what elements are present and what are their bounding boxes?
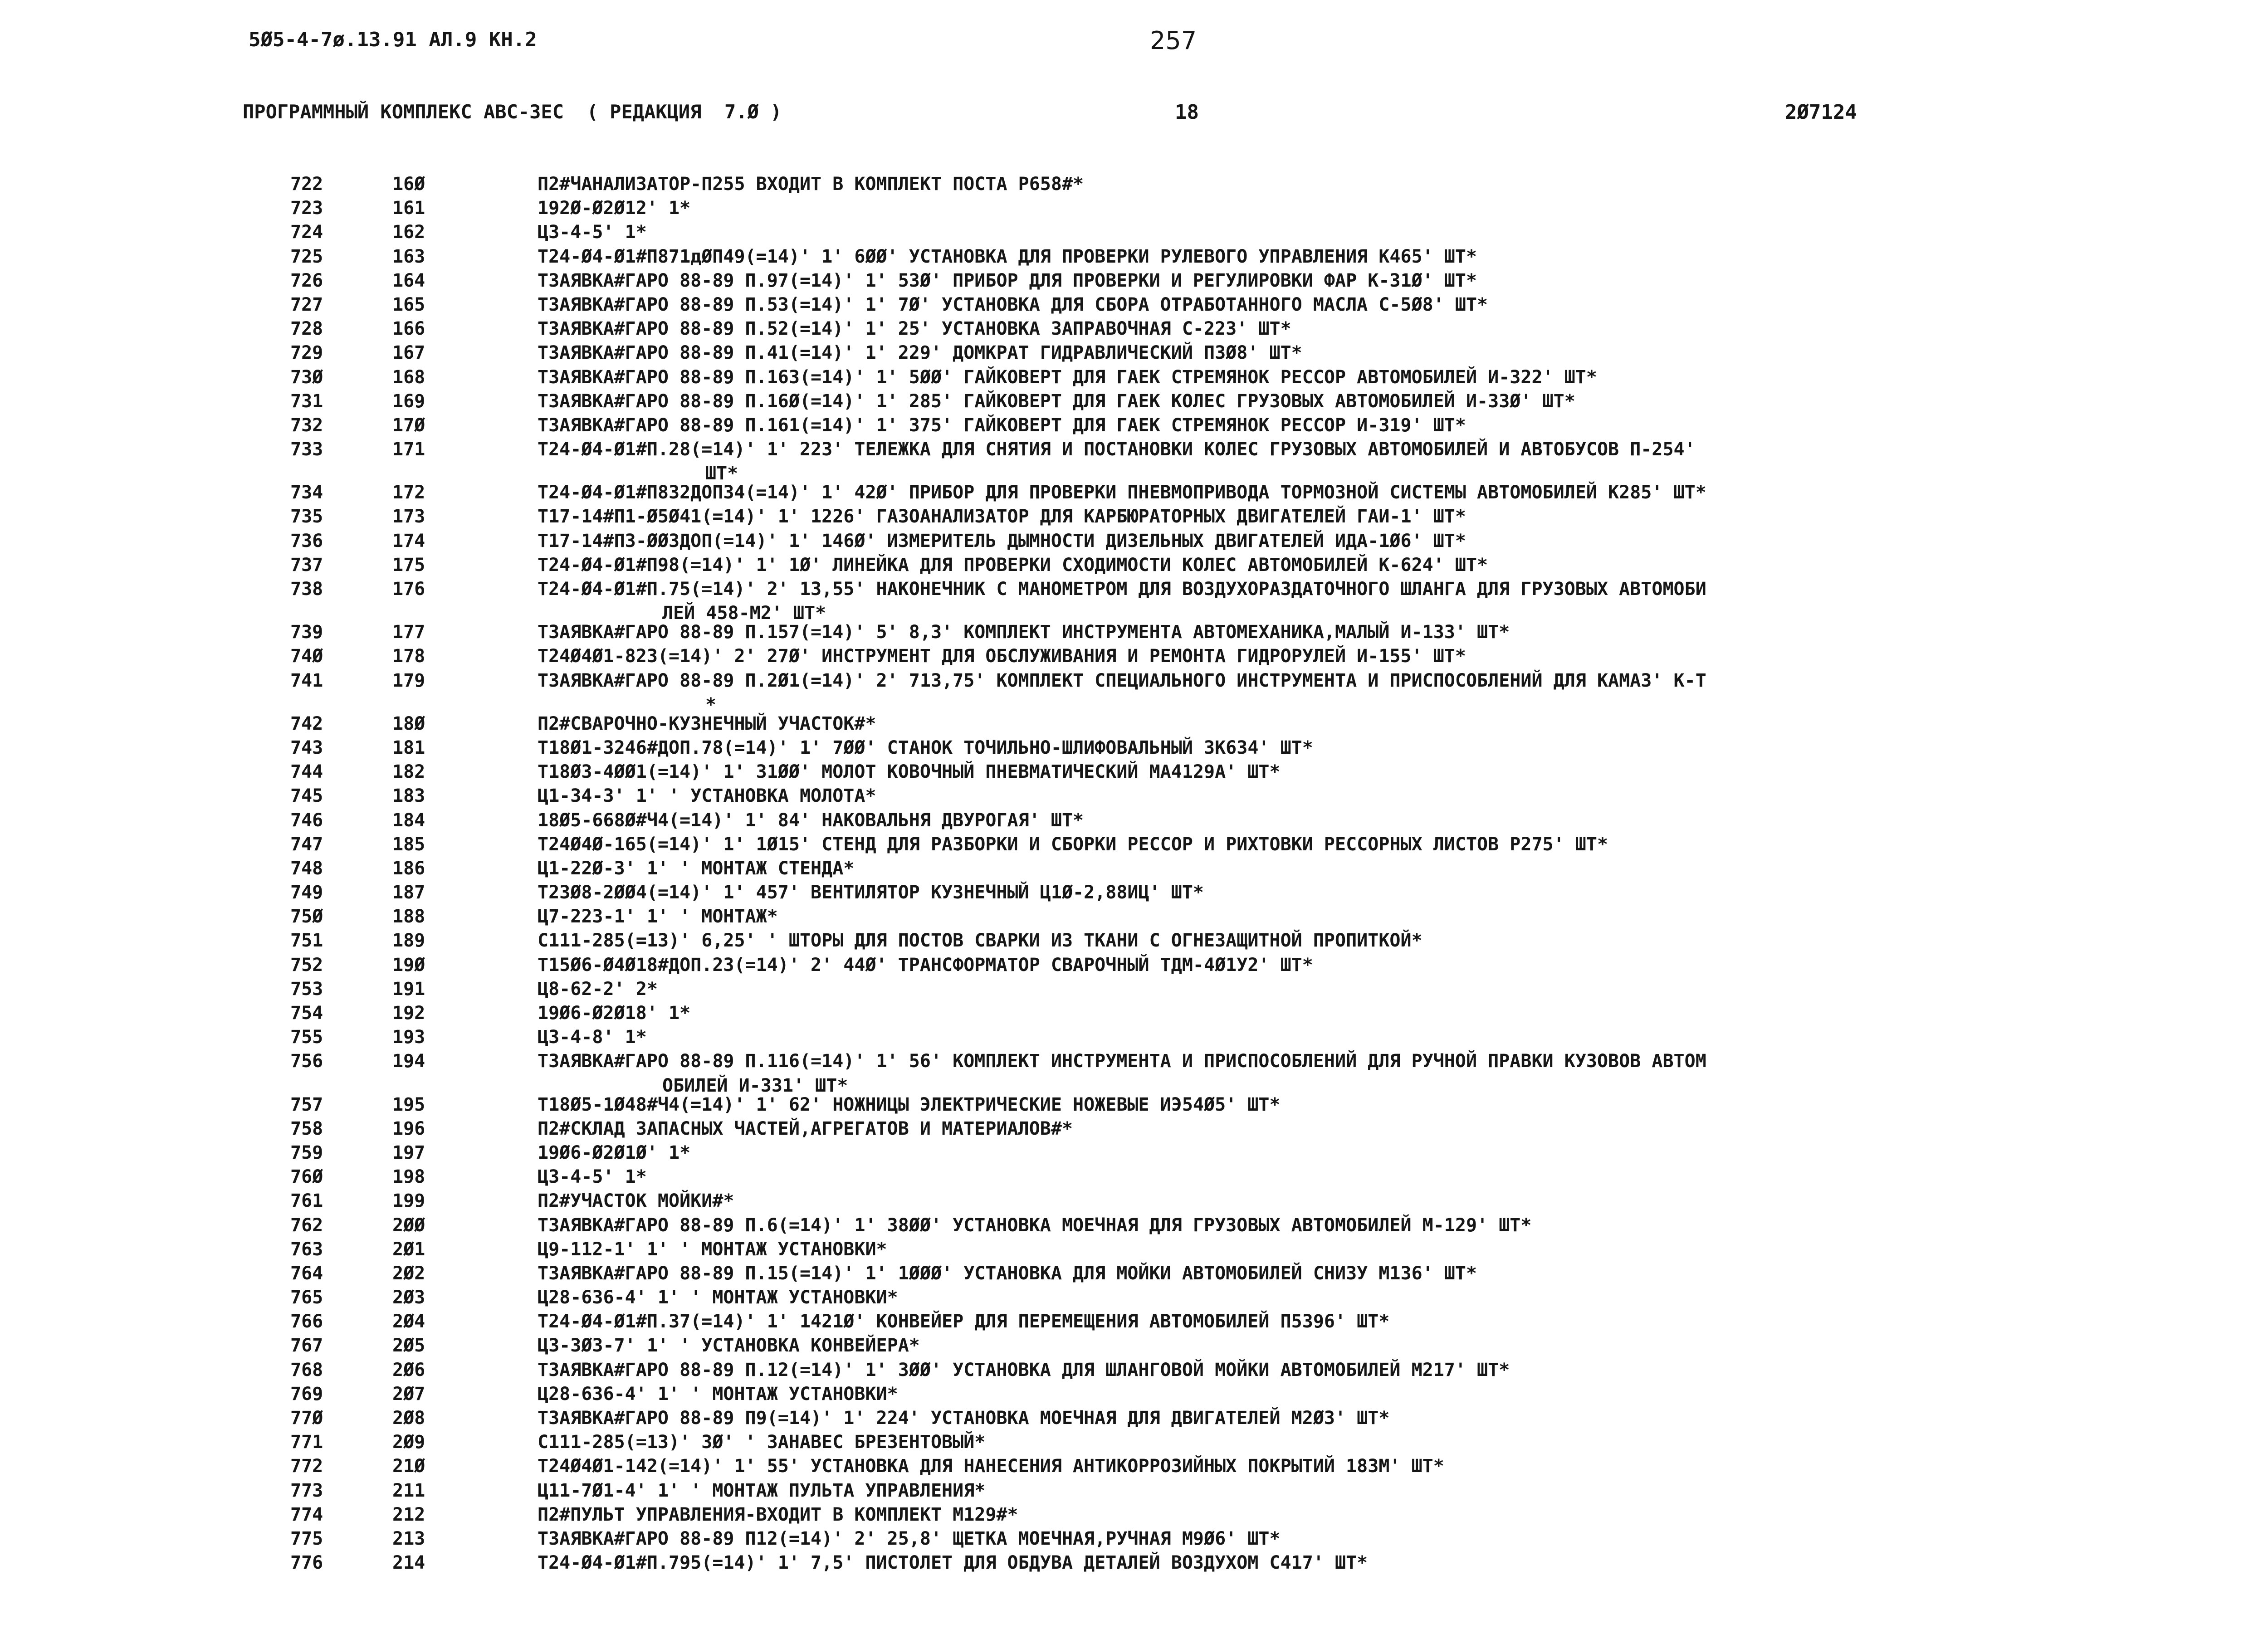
line-number: 724 — [290, 222, 323, 243]
item-number: 196 — [392, 1118, 425, 1139]
row-text: Ц7-223-1' 1' ' МОНТАЖ* — [538, 906, 778, 927]
listing-row — [0, 1117, 2268, 1141]
item-number: 167 — [392, 342, 425, 364]
listing-row — [0, 1238, 2268, 1262]
listing-row — [0, 196, 2268, 220]
line-number: 726 — [290, 270, 323, 291]
item-number: 197 — [392, 1142, 425, 1163]
line-number: 77Ø — [290, 1408, 323, 1429]
listing-row — [0, 1049, 2268, 1073]
row-text: Ц28-636-4' 1' ' МОНТАЖ УСТАНОВКИ* — [538, 1287, 898, 1308]
row-text: Т24-Ø4-Ø1#П.795(=14)' 1' 7,5' ПИСТОЛЕТ ДЛЯ ОБДУВА ДЕТАЛЕЙ ВОЗДУХОМ С417' ШТ* — [538, 1552, 1368, 1574]
row-text: ТЗАЯВКА#ГАРО 88-89 П.97(=14)' 1' 53Ø' ПРИБОР ДЛЯ ПРОВЕРКИ И РЕГУЛИРОВКИ ФАР К-31Ø' ШТ* — [538, 270, 1477, 291]
item-number: 178 — [392, 646, 425, 667]
line-number: 737 — [290, 554, 323, 576]
listing-row-continuation — [0, 1074, 2268, 1096]
listing-row — [0, 1093, 2268, 1117]
line-number: 732 — [290, 415, 323, 436]
line-number: 733 — [290, 439, 323, 460]
item-number: 2Ø1 — [392, 1239, 425, 1260]
item-number: 199 — [392, 1190, 425, 1212]
line-number: 73Ø — [290, 366, 323, 388]
line-number: 728 — [290, 318, 323, 340]
item-number: 2Ø4 — [392, 1311, 425, 1332]
listing-row — [0, 736, 2268, 760]
item-number: 174 — [392, 530, 425, 551]
listing-row — [0, 833, 2268, 857]
item-number: 171 — [392, 439, 425, 460]
row-text: Т17-14#П1-Ø5Ø41(=14)' 1' 1226' ГАЗОАНАЛИЗАТОР ДЛЯ КАРБЮРАТОРНЫХ ДВИГАТЕЛЕЙ ГАИ-1' ШТ* — [538, 506, 1466, 527]
item-number: 212 — [392, 1504, 425, 1525]
listing-row — [0, 905, 2268, 929]
row-text: П2#СВАРОЧНО-КУЗНЕЧНЫЙ УЧАСТОК#* — [538, 713, 876, 734]
item-number: 168 — [392, 366, 425, 388]
item-number: 21Ø — [392, 1456, 425, 1477]
row-text: П2#ПУЛЬТ УПРАВЛЕНИЯ-ВХОДИТ В КОМПЛЕКТ М129#* — [538, 1504, 1018, 1525]
listing-row — [0, 317, 2268, 341]
item-number: 177 — [392, 622, 425, 643]
listing-row — [0, 1527, 2268, 1551]
listing-row — [0, 438, 2268, 462]
listing-row — [0, 929, 2268, 953]
item-number: 191 — [392, 978, 425, 1000]
row-text: Т24Ø4Ø1-142(=14)' 1' 55' УСТАНОВКА ДЛЯ НАНЕСЕНИЯ АНТИКОРРОЗИЙНЫХ ПОКРЫТИЙ 183М' ШТ* — [538, 1456, 1444, 1477]
item-number: 164 — [392, 270, 425, 291]
listing-row — [0, 760, 2268, 784]
item-number: 18Ø — [392, 713, 425, 734]
row-text: ТЗАЯВКА#ГАРО 88-89 П.116(=14)' 1' 56' КОМПЛЕКТ ИНСТРУМЕНТА И ПРИСПОСОБЛЕНИЙ ДЛЯ РУЧНОЙ ПРАВКИ КУЗОВОВ АВТОМ — [538, 1051, 1706, 1072]
row-text: Т24-Ø4-Ø1#П871дØП49(=14)' 1' 6ØØ' УСТАНОВКА ДЛЯ ПРОВЕРКИ РУЛЕВОГО УПРАВЛЕНИЯ К465' ШТ* — [538, 246, 1477, 267]
line-number: 765 — [290, 1287, 323, 1308]
line-number: 741 — [290, 670, 323, 691]
line-number: 736 — [290, 530, 323, 551]
listing-row — [0, 1286, 2268, 1310]
listing-row — [0, 857, 2268, 881]
row-text: П2#СКЛАД ЗАПАСНЫХ ЧАСТЕЙ,АГРЕГАТОВ И МАТЕРИАЛОВ#* — [538, 1118, 1073, 1139]
row-text: С111-285(=13)' 6,25' ' ШТОРЫ ДЛЯ ПОСТОВ СВАРКИ ИЗ ТКАНИ С ОГНЕЗАЩИТНОЙ ПРОПИТКОЙ* — [538, 930, 1422, 951]
listing-row-continuation — [0, 693, 2268, 715]
item-number: 2Ø5 — [392, 1335, 425, 1356]
line-number: 751 — [290, 930, 323, 951]
row-text: 19Ø6-Ø2Ø1Ø' 1* — [538, 1142, 691, 1163]
listing-row — [0, 172, 2268, 196]
listing-row — [0, 1025, 2268, 1049]
line-number: 739 — [290, 622, 323, 643]
listing-row — [0, 1214, 2268, 1238]
item-number: 182 — [392, 761, 425, 783]
item-number: 2Ø3 — [392, 1287, 425, 1308]
row-text: П2#ЧАНАЛИЗАТОР-П255 ВХОДИТ В КОМПЛЕКТ ПОСТА Р658#* — [538, 174, 1084, 195]
listing-row — [0, 1334, 2268, 1358]
row-text: 192Ø-Ø2Ø12' 1* — [538, 198, 691, 219]
item-number: 173 — [392, 506, 425, 527]
row-text: ТЗАЯВКА#ГАРО 88-89 П.2Ø1(=14)' 2' 713,75' КОМПЛЕКТ СПЕЦИАЛЬНОГО ИНСТРУМЕНТА И ПРИСПОСОБЛЕНИЙ ДЛЯ КАМАЗ' К-Т — [538, 670, 1706, 691]
item-number: 161 — [392, 198, 425, 219]
row-text: ТЗАЯВКА#ГАРО 88-89 П.52(=14)' 1' 25' УСТАНОВКА ЗАПРАВОЧНАЯ С-223' ШТ* — [538, 318, 1291, 340]
listing-row-continuation — [0, 601, 2268, 624]
line-number: 742 — [290, 713, 323, 734]
row-text-continuation: ОБИЛЕЙ И-331' ШТ* — [662, 1075, 848, 1096]
row-text: Ц3-3Ø3-7' 1' ' УСТАНОВКА КОНВЕЙЕРА* — [538, 1335, 920, 1356]
listing-row — [0, 1454, 2268, 1478]
listing-row — [0, 366, 2268, 390]
line-number: 738 — [290, 579, 323, 600]
listing-row — [0, 953, 2268, 977]
line-number: 773 — [290, 1480, 323, 1501]
item-number: 187 — [392, 882, 425, 903]
item-number: 195 — [392, 1094, 425, 1115]
item-number: 16Ø — [392, 174, 425, 195]
row-text: П2#УЧАСТОК МОЙКИ#* — [538, 1190, 734, 1212]
line-number: 747 — [290, 834, 323, 855]
item-number: 213 — [392, 1528, 425, 1549]
listing-row — [0, 669, 2268, 693]
line-number: 744 — [290, 761, 323, 783]
row-text: Ц1-34-3' 1' ' УСТАНОВКА МОЛОТА* — [538, 785, 876, 807]
row-text: Ц11-7Ø1-4' 1' ' МОНТАЖ ПУЛЬТА УПРАВЛЕНИЯ* — [538, 1480, 986, 1501]
listing-row — [0, 505, 2268, 529]
listing-row — [0, 977, 2268, 1001]
row-text: Т24-Ø4-Ø1#П.37(=14)' 1' 1421Ø' КОНВЕЙЕР ДЛЯ ПЕРЕМЕЩЕНИЯ АВТОМОБИЛЕЙ П5396' ШТ* — [538, 1311, 1390, 1332]
row-text: ТЗАЯВКА#ГАРО 88-89 П.161(=14)' 1' 375' ГАЙКОВЕРТ ДЛЯ ГАЕК СТРЕМЯНОК РЕССОР И-319' ШТ* — [538, 415, 1466, 436]
line-number: 749 — [290, 882, 323, 903]
row-text: Ц28-636-4' 1' ' МОНТАЖ УСТАНОВКИ* — [538, 1383, 898, 1405]
listing-row — [0, 481, 2268, 505]
line-number: 729 — [290, 342, 323, 364]
line-number: 746 — [290, 810, 323, 831]
row-text: Т24Ø4Ø1-823(=14)' 2' 27Ø' ИНСТРУМЕНТ ДЛЯ ОБСЛУЖИВАНИЯ И РЕМОНТА ГИДРОРУЛЕЙ И-155' ШТ* — [538, 646, 1466, 667]
item-number: 2Ø8 — [392, 1408, 425, 1429]
item-number: 2ØØ — [392, 1215, 425, 1236]
listing-row — [0, 644, 2268, 668]
line-number: 776 — [290, 1552, 323, 1574]
item-number: 188 — [392, 906, 425, 927]
row-text: Ц9-112-1' 1' ' МОНТАЖ УСТАНОВКИ* — [538, 1239, 887, 1260]
row-text: С111-285(=13)' 3Ø' ' ЗАНАВЕС БРЕЗЕНТОВЫЙ* — [538, 1432, 986, 1453]
item-number: 2Ø6 — [392, 1359, 425, 1380]
line-number: 766 — [290, 1311, 323, 1332]
item-number: 185 — [392, 834, 425, 855]
listing-row-continuation — [0, 462, 2268, 484]
listing-row — [0, 1165, 2268, 1189]
row-text-continuation: ШТ* — [705, 463, 738, 484]
listing-row — [0, 809, 2268, 833]
line-number: 757 — [290, 1094, 323, 1115]
listing-row — [0, 620, 2268, 644]
item-number: 183 — [392, 785, 425, 807]
item-number: 19Ø — [392, 954, 425, 976]
line-number: 758 — [290, 1118, 323, 1139]
line-number: 723 — [290, 198, 323, 219]
item-number: 169 — [392, 390, 425, 412]
line-number: 775 — [290, 1528, 323, 1549]
row-text: Т24-Ø4-Ø1#П98(=14)' 1' 1Ø' ЛИНЕЙКА ДЛЯ ПРОВЕРКИ СХОДИМОСТИ КОЛЕС АВТОМОБИЛЕЙ К-624' ШТ* — [538, 554, 1488, 576]
listing-row — [0, 1001, 2268, 1025]
listing-row — [0, 414, 2268, 438]
row-text: Т18Ø3-4ØØ1(=14)' 1' 31ØØ' МОЛОТ КОВОЧНЫЙ ПНЕВМАТИЧЕСКИЙ МА4129А' ШТ* — [538, 761, 1281, 783]
listing-row — [0, 341, 2268, 365]
line-number: 752 — [290, 954, 323, 976]
row-text: Т24-Ø4-Ø1#П.75(=14)' 2' 13,55' НАКОНЕЧНИК С МАНОМЕТРОМ ДЛЯ ВОЗДУХОРАЗДАТОЧНОГО ШЛАНГА ДЛЯ ГРУЗОВЫХ АВТОМОБИ — [538, 579, 1706, 600]
row-text: ТЗАЯВКА#ГАРО 88-89 П.15(=14)' 1' 1ØØØ' УСТАНОВКА ДЛЯ МОЙКИ АВТОМОБИЛЕЙ СНИЗУ М136' ШТ* — [538, 1263, 1477, 1284]
line-number: 762 — [290, 1215, 323, 1236]
row-text-continuation: * — [705, 694, 717, 715]
item-number: 162 — [392, 222, 425, 243]
row-text: Т24Ø4Ø-165(=14)' 1' 1Ø15' СТЕНД ДЛЯ РАЗБОРКИ И СБОРКИ РЕССОР И РИХТОВКИ РЕССОРНЫХ ЛИСТОВ Р275' ШТ* — [538, 834, 1608, 855]
row-text: Т23Ø8-2ØØ4(=14)' 1' 457' ВЕНТИЛЯТОР КУЗНЕЧНЫЙ Ц1Ø-2,88ИЦ' ШТ* — [538, 882, 1204, 903]
listing-row — [0, 1310, 2268, 1334]
listing-row — [0, 881, 2268, 905]
row-text: Т24-Ø4-Ø1#П.28(=14)' 1' 223' ТЕЛЕЖКА ДЛЯ СНЯТИЯ И ПОСТАНОВКИ КОЛЕС ГРУЗОВЫХ АВТОМОБИЛЕЙ И АВТОБУСОВ П-254' — [538, 439, 1696, 460]
listing-row — [0, 1406, 2268, 1430]
line-number: 767 — [290, 1335, 323, 1356]
item-number: 179 — [392, 670, 425, 691]
line-number: 774 — [290, 1504, 323, 1525]
row-text: 19Ø6-Ø2Ø18' 1* — [538, 1003, 691, 1024]
line-number: 768 — [290, 1359, 323, 1380]
listing-row — [0, 577, 2268, 601]
item-number: 176 — [392, 579, 425, 600]
item-number: 186 — [392, 858, 425, 879]
row-text: ТЗАЯВКА#ГАРО 88-89 П.12(=14)' 1' 3ØØ' УСТАНОВКА ДЛЯ ШЛАНГОВОЙ МОЙКИ АВТОМОБИЛЕЙ М217' ШТ* — [538, 1359, 1510, 1380]
line-number: 771 — [290, 1432, 323, 1453]
item-number: 184 — [392, 810, 425, 831]
item-number: 189 — [392, 930, 425, 951]
listing-row — [0, 293, 2268, 317]
row-text: 18Ø5-668Ø#Ч4(=14)' 1' 84' НАКОВАЛЬНЯ ДВУРОГАЯ' ШТ* — [538, 810, 1084, 831]
listing-row — [0, 1358, 2268, 1382]
line-number: 753 — [290, 978, 323, 1000]
row-text: Ц1-22Ø-3' 1' ' МОНТАЖ СТЕНДА* — [538, 858, 855, 879]
listing-row — [0, 1479, 2268, 1503]
row-text: ТЗАЯВКА#ГАРО 88-89 П12(=14)' 2' 25,8' ЩЕТКА МОЕЧНАЯ,РУЧНАЯ М9Ø6' ШТ* — [538, 1528, 1281, 1549]
item-number: 198 — [392, 1166, 425, 1188]
document-reference: 5Ø5-4-7ø.13.91 АЛ.9 КН.2 — [249, 28, 537, 51]
row-text: ТЗАЯВКА#ГАРО 88-89 П.16Ø(=14)' 1' 285' ГАЙКОВЕРТ ДЛЯ ГАЕК КОЛЕС ГРУЗОВЫХ АВТОМОБИЛЕЙ И-33Ø' ШТ* — [538, 390, 1575, 412]
line-number: 759 — [290, 1142, 323, 1163]
line-number: 755 — [290, 1027, 323, 1048]
line-number: 743 — [290, 737, 323, 758]
item-number: 163 — [392, 246, 425, 267]
line-number: 756 — [290, 1051, 323, 1072]
line-number: 727 — [290, 294, 323, 315]
item-number: 2Ø2 — [392, 1263, 425, 1284]
item-number: 17Ø — [392, 415, 425, 436]
row-text: Ц3-4-5' 1* — [538, 222, 647, 243]
item-number: 211 — [392, 1480, 425, 1501]
listing-row — [0, 1503, 2268, 1527]
listing-row — [0, 712, 2268, 736]
item-number: 175 — [392, 554, 425, 576]
item-number: 194 — [392, 1051, 425, 1072]
item-number: 193 — [392, 1027, 425, 1048]
row-text: Т17-14#П3-ØØ3ДОП(=14)' 1' 146Ø' ИЗМЕРИТЕЛЬ ДЫМНОСТИ ДИЗЕЛЬНЫХ ДВИГАТЕЛЕЙ ИДА-1Ø6' ШТ* — [538, 530, 1466, 551]
line-number: 745 — [290, 785, 323, 807]
listing-row — [0, 1382, 2268, 1406]
line-number: 722 — [290, 174, 323, 195]
item-number: 192 — [392, 1003, 425, 1024]
sheet-number: 18 — [1175, 101, 1199, 124]
row-text: Ц3-4-5' 1* — [538, 1166, 647, 1188]
line-number: 734 — [290, 482, 323, 503]
line-number: 769 — [290, 1383, 323, 1405]
line-number: 725 — [290, 246, 323, 267]
listing-row — [0, 784, 2268, 808]
line-number: 76Ø — [290, 1166, 323, 1188]
program-title: ПРОГРАММНЫЙ КОМПЛЕКС АВС-3ЕС ( РЕДАКЦИЯ 7.Ø ) — [243, 101, 782, 123]
row-text: Ц3-4-8' 1* — [538, 1027, 647, 1048]
item-number: 214 — [392, 1552, 425, 1574]
row-text: ТЗАЯВКА#ГАРО 88-89 П.157(=14)' 5' 8,3' КОМПЛЕКТ ИНСТРУМЕНТА АВТОМЕХАНИКА,МАЛЫЙ И-133' ШТ* — [538, 622, 1510, 643]
document-code: 2Ø7124 — [1785, 101, 1857, 124]
listing-row — [0, 245, 2268, 269]
line-number: 748 — [290, 858, 323, 879]
row-text: ТЗАЯВКА#ГАРО 88-89 П.6(=14)' 1' 38ØØ' УСТАНОВКА МОЕЧНАЯ ДЛЯ ГРУЗОВЫХ АВТОМОБИЛЕЙ М-129' ШТ* — [538, 1215, 1532, 1236]
row-text: Т24-Ø4-Ø1#П832ДОП34(=14)' 1' 42Ø' ПРИБОР ДЛЯ ПРОВЕРКИ ПНЕВМОПРИВОДА ТОРМОЗНОЙ СИСТЕМЫ АВТОМОБИЛЕЙ К285' ШТ* — [538, 482, 1706, 503]
item-number: 2Ø7 — [392, 1383, 425, 1405]
row-text: Т18Ø1-3246#ДОП.78(=14)' 1' 7ØØ' СТАНОК ТОЧИЛЬНО-ШЛИФОВАЛЬНЫЙ 3К634' ШТ* — [538, 737, 1313, 758]
line-number: 764 — [290, 1263, 323, 1284]
item-number: 165 — [392, 294, 425, 315]
row-text-continuation: ЛЕЙ 458-М2' ШТ* — [662, 603, 826, 624]
listing-row — [0, 1189, 2268, 1213]
listing-row — [0, 553, 2268, 577]
row-text: Т18Ø5-1Ø48#Ч4(=14)' 1' 62' НОЖНИЦЫ ЭЛЕКТРИЧЕСКИЕ НОЖЕВЫЕ ИЭ54Ø5' ШТ* — [538, 1094, 1281, 1115]
listing-row — [0, 1141, 2268, 1165]
row-text: Ц8-62-2' 2* — [538, 978, 658, 1000]
listing-row — [0, 390, 2268, 414]
item-number: 172 — [392, 482, 425, 503]
listing-row — [0, 529, 2268, 553]
line-number: 763 — [290, 1239, 323, 1260]
listing-row — [0, 1551, 2268, 1575]
line-number: 75Ø — [290, 906, 323, 927]
row-text: ТЗАЯВКА#ГАРО 88-89 П.53(=14)' 1' 7Ø' УСТАНОВКА ДЛЯ СБОРА ОТРАБОТАННОГО МАСЛА С-5Ø8' ШТ* — [538, 294, 1488, 315]
item-number: 181 — [392, 737, 425, 758]
listing-row — [0, 1430, 2268, 1454]
item-number: 166 — [392, 318, 425, 340]
line-number: 735 — [290, 506, 323, 527]
line-number: 74Ø — [290, 646, 323, 667]
line-number: 772 — [290, 1456, 323, 1477]
listing-body — [0, 172, 2268, 1575]
item-number: 2Ø9 — [392, 1432, 425, 1453]
line-number: 731 — [290, 390, 323, 412]
listing-row — [0, 1262, 2268, 1286]
row-text: ТЗАЯВКА#ГАРО 88-89 П.41(=14)' 1' 229' ДОМКРАТ ГИДРАВЛИЧЕСКИЙ П3Ø8' ШТ* — [538, 342, 1302, 364]
row-text: Т15Ø6-Ø4Ø18#ДОП.23(=14)' 2' 44Ø' ТРАНСФОРМАТОР СВАРОЧНЫЙ ТДМ-4Ø1У2' ШТ* — [538, 954, 1313, 976]
row-text: ТЗАЯВКА#ГАРО 88-89 П9(=14)' 1' 224' УСТАНОВКА МОЕЧНАЯ ДЛЯ ДВИГАТЕЛЕЙ М2Ø3' ШТ* — [538, 1408, 1390, 1429]
page-number: 257 — [1150, 26, 1197, 55]
line-number: 754 — [290, 1003, 323, 1024]
row-text: ТЗАЯВКА#ГАРО 88-89 П.163(=14)' 1' 5ØØ' ГАЙКОВЕРТ ДЛЯ ГАЕК СТРЕМЯНОК РЕССОР АВТОМОБИЛЕЙ И-322' ШТ* — [538, 366, 1597, 388]
listing-row — [0, 220, 2268, 244]
listing-row — [0, 269, 2268, 293]
line-number: 761 — [290, 1190, 323, 1212]
